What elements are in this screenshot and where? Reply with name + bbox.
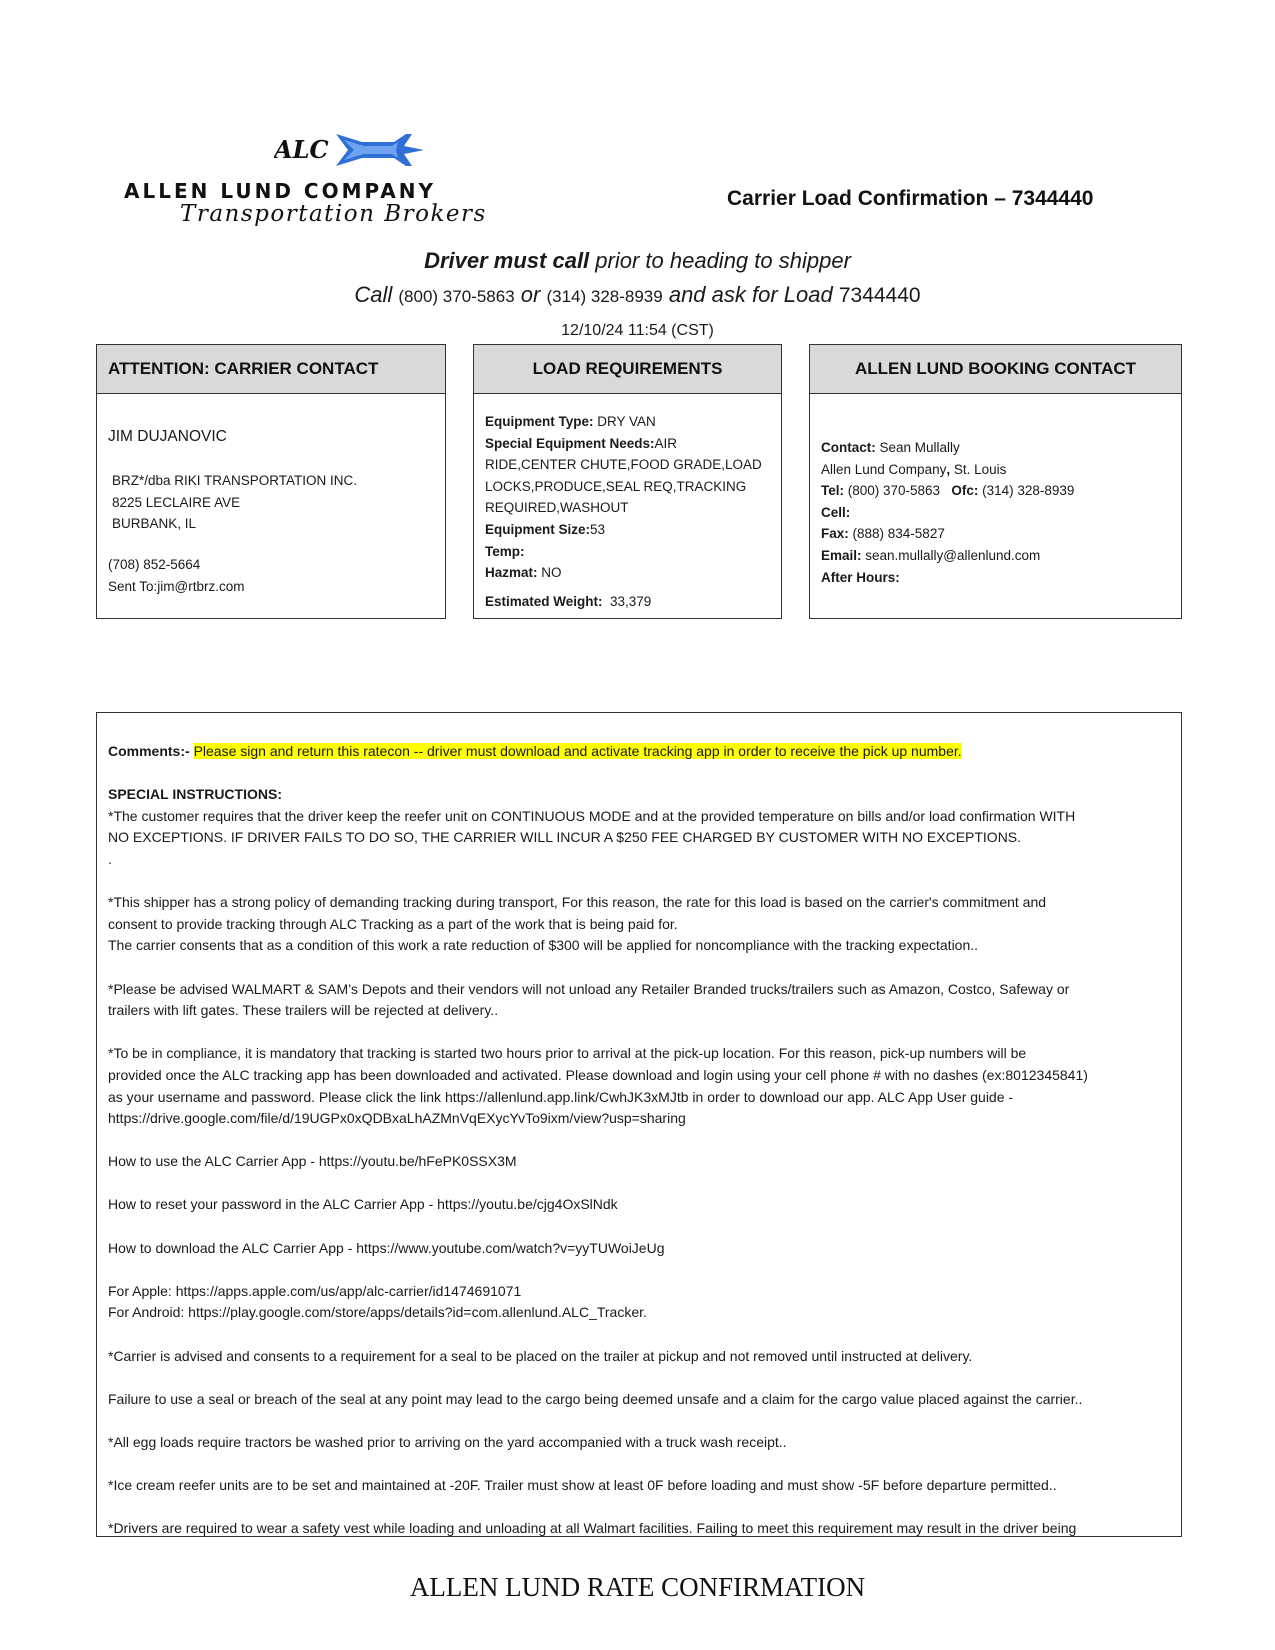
carrier-contact-name: JIM DUJANOVIC [108,428,227,445]
instruction-line: *Ice cream reefer units are to be set and maintained at -20F. Trailer must show at least 0F before loading and must show -5F before departure permitted.. [108,1477,1057,1494]
booking-after-hours: After Hours: [821,569,900,585]
temperature: Temp: [485,543,525,559]
equipment-type: Equipment Type: DRY VAN [485,414,656,429]
load-number: 7344440 [838,284,921,307]
call-instructions: Call (800) 370-5863 or (314) 328-8939 and ask for Load 7344440 [354,282,921,307]
company-name: ALLEN LUND COMPANY [124,179,437,203]
instruction-line: provided once the ALC tracking app has been downloaded and activated. Please download and login using your cell phone # with no dashes (ex:8012345841) [108,1066,1088,1083]
svg-text:ALC: ALC [274,135,329,164]
page-title: Carrier Load Confirmation – 7344440 [727,187,1094,210]
company-logo [124,128,594,236]
booking-office: Allen Lund Company, St. Louis [821,461,1007,477]
carrier-city: BURBANK, IL [112,516,197,532]
carrier-company: BRZ*/dba RIKI TRANSPORTATION INC. [112,473,358,488]
load-requirements-box [473,344,782,619]
instruction-line: *Carrier is advised and consents to a requirement for a seal to be placed on the trailer at pickup and not removed until instructed at delivery. [108,1347,973,1364]
hazmat: Hazmat: NO [485,565,562,581]
phone-1: (800) 370-5863 [398,287,515,306]
booking-email[interactable]: Email: sean.mullally@allenlund.com [821,547,1041,563]
password-reset-link[interactable]: How to reset your password in the ALC Carrier App - https://youtu.be/cjg4OxSlNdk [108,1196,618,1213]
instruction-line: *This shipper has a strong policy of demanding tracking during transport, For this reason, the rate for this load is based on the carrier's commitment and [108,894,1047,911]
instruction-line: trailers with lift gates. These trailers will be rejected at delivery.. [108,1002,499,1019]
phone-2: (314) 328-8939 [546,287,663,306]
estimated-weight: Estimated Weight: 33,379 [485,593,652,609]
android-link[interactable]: For Android: https://play.google.com/store/apps/details?id=com.allenlund.ALC_Tracker. [108,1304,647,1321]
special-instructions-heading: SPECIAL INSTRUCTIONS: [108,786,282,803]
app-usage-link[interactable]: How to use the ALC Carrier App - https://youtu.be/hFePK0SSX3M [108,1153,517,1170]
comments-highlight: Please sign and return this ratecon -- driver must download and activate tracking app in order to receive the pick up number. [193,743,962,759]
carrier-phone: (708) 852-5664 [108,557,201,572]
apple-link[interactable]: For Apple: https://apps.apple.com/us/app/alc-carrier/id1474691071 [108,1282,522,1299]
instruction-line: NO EXCEPTIONS. IF DRIVER FAILS TO DO SO, THE CARRIER WILL INCUR A $250 FEE CHARGED BY CUSTOMER WITH NO EXCEPTIONS. [108,829,1022,846]
special-equipment-line: LOCKS,PRODUCE,SEAL REQ,TRACKING [485,478,747,494]
instruction-line: Failure to use a seal or breach of the seal at any point may lead to the cargo being deemed unsafe and a claim for the cargo value placed against the carrier.. [108,1390,1083,1407]
booking-contact-name: Contact: Sean Mullally [821,440,960,455]
instruction-line: *Drivers are required to wear a safety vest while loading and unloading at all Walmart facilities. Failing to meet this requirement may result in the driver being [108,1520,1077,1537]
carrier-street: 8225 LECLAIRE AVE [112,494,241,510]
booking-contact-heading: ALLEN LUND BOOKING CONTACT [810,345,1181,394]
instruction-line: *Please be advised WALMART & SAM’s Depots and their vendors will not unload any Retailer Branded trucks/trailers such as Amazon, Costco, Safeway or [108,980,1070,997]
carrier-contact-box [96,344,446,619]
instruction-line[interactable]: https://drive.google.com/file/d/19UGPx0xQDBxaLhAZMnVqEXycYvTo9ixm/view?usp=sharing [108,1110,686,1127]
comments-box [96,712,1182,1537]
booking-fax: Fax: (888) 834-5827 [821,526,945,542]
booking-contact-box [809,344,1182,619]
special-equipment: Special Equipment Needs:AIR [485,435,678,451]
company-tagline: Transportation Brokers [180,201,487,227]
instruction-line: . [108,850,112,867]
instruction-line: *The customer requires that the driver keep the reefer unit on CONTINUOUS MODE and at the provided temperature on bills and/or load confirmation WITH [108,807,1076,824]
timestamp: 12/10/24 11:54 (CST) [561,322,714,339]
instruction-line: consent to provide tracking through ALC Tracking as a part of the work that is being paid for. [108,915,678,932]
instruction-line: *To be in compliance, it is mandatory that tracking is started two hours prior to arrival at the pick-up location. For this reason, pick-up numbers will be [108,1045,1027,1062]
equipment-size: Equipment Size:53 [485,521,606,537]
instruction-line[interactable]: as your username and password. Please click the link https://allenlund.app.link/CwhJK3xMJtb in order to download our app. ALC App User guide - [108,1088,1014,1105]
driver-call-notice: Driver must call prior to heading to shipper [424,248,851,273]
load-requirements-heading: LOAD REQUIREMENTS [474,345,781,394]
app-download-link[interactable]: How to download the ALC Carrier App - https://www.youtube.com/watch?v=yyTUWoiJeUg [108,1239,665,1256]
alc-plane-logo-icon [274,128,424,172]
instruction-line: The carrier consents that as a condition of this work a rate reduction of $300 will be applied for noncompliance with the tracking expectation.. [108,937,979,954]
special-equipment-line: RIDE,CENTER CHUTE,FOOD GRADE,LOAD [485,457,762,473]
special-equipment-line: REQUIRED,WASHOUT [485,500,629,516]
booking-phones: Tel: (800) 370-5863 Ofc: (314) 328-8939 [821,483,1075,499]
booking-cell: Cell: [821,504,851,520]
carrier-sent-to: Sent To:jim@rtbrz.com [108,578,245,594]
carrier-contact-heading: ATTENTION: CARRIER CONTACT [97,345,445,394]
page-footer: ALLEN LUND RATE CONFIRMATION [409,1572,866,1602]
instruction-line: *All egg loads require tractors be washed prior to arriving on the yard accompanied with a truck wash receipt.. [108,1434,787,1450]
comments-line: Comments:- Please sign and return this ratecon -- driver must download and activate tracking app in order to receive the pick up number. [108,743,962,759]
